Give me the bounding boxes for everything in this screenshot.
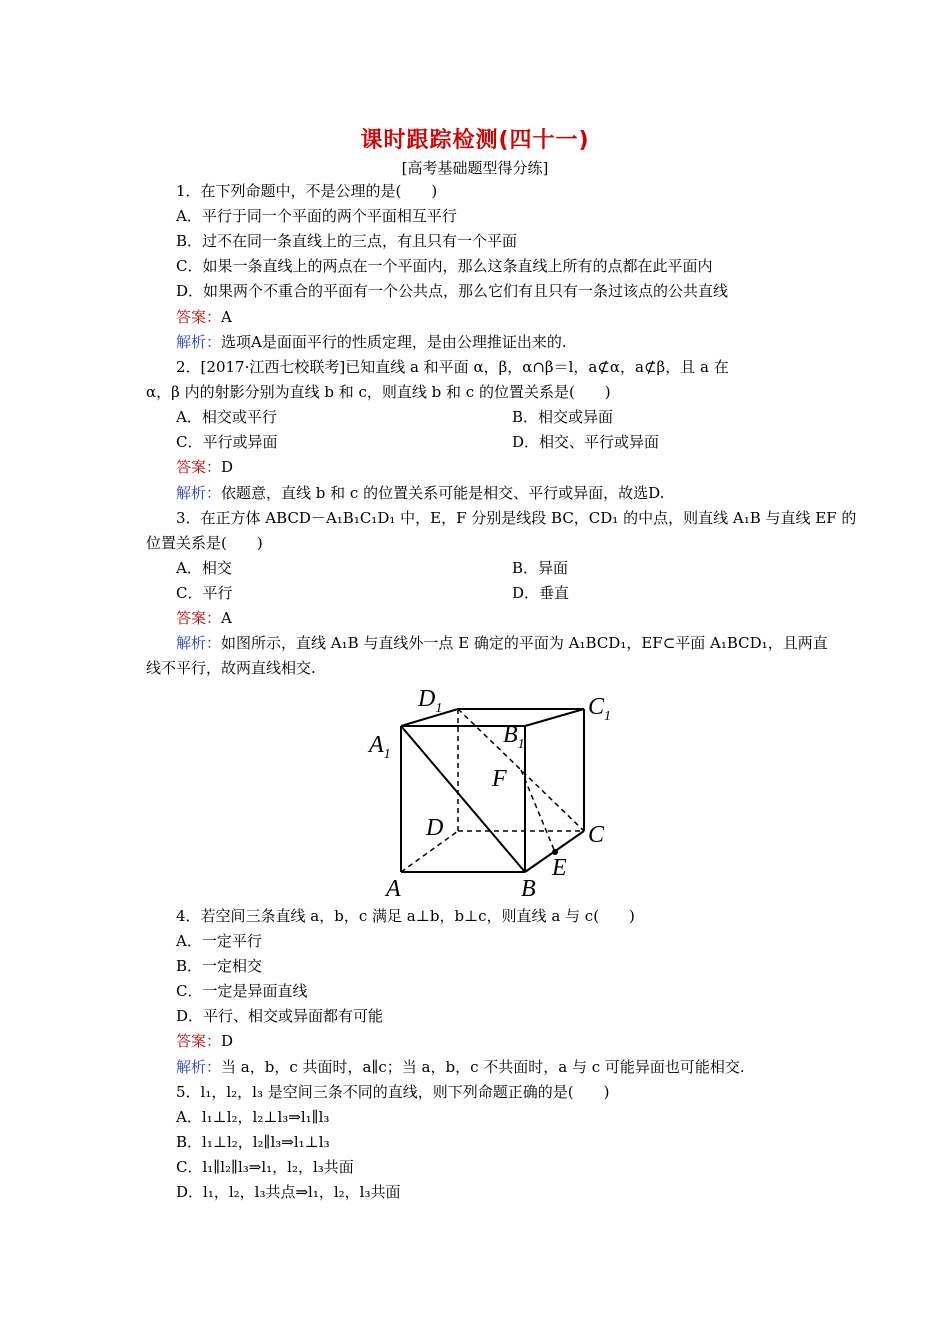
q4-answer [176,1031,856,1051]
q2-stem-line1: 2．[2017·江西七校联考]已知直线 a 和平面 α，β，α∩β＝l，a⊄α，a⊄β，且 a 在 [176,358,729,376]
answer-label: 答案： [176,1032,222,1050]
edge-b1c1 [525,709,584,726]
q2-option-d: D．相交、平行或异面 [512,433,660,451]
q2-answer [176,457,856,477]
analysis-text: 当 a，b，c 共面时，a∥c；当 a，b，c 不共面时，a 与 c 可能异面也可能相交. [221,1058,745,1076]
q5-option-a: A．l₁⊥l₂，l₂⊥l₃⇒l₁∥l₃ [176,1108,330,1126]
q2-option-a: A．相交或平行 [176,408,277,426]
q1-option-d: D．如果两个不重合的平面有一个公共点，那么它们有且只有一条过该点的公共直线 [176,282,729,300]
label-d: D [426,815,444,841]
q3-analysis-line2: 线不平行，故两直线相交. [146,659,316,677]
q2-option-c: C．平行或异面 [176,433,278,451]
q2-option-b: B．相交或异面 [512,408,614,426]
q4-option-b: B．一定相交 [176,957,263,975]
answer-value: A [221,308,232,326]
q1-analysis [176,332,856,352]
answer-label: 答案： [176,458,222,476]
cube-figure [366,682,620,902]
q5-stem: 5．l₁，l₂，l₃ 是空间三条不同的直线，则下列命题正确的是( ) [176,1083,610,1101]
q5-option-c: C．l₁∥l₂∥l₃⇒l₁，l₂，l₃共面 [176,1158,354,1176]
analysis-text: 选项A是面面平行的性质定理，是由公理推证出来的. [221,333,567,351]
q3-stem-line1: 3．在正方体 ABCD－A₁B₁C₁D₁ 中，E，F 分别是线段 BC，CD₁ 的中点，则直线 A₁B 与直线 EF 的 [176,509,857,527]
answer-label: 答案： [176,609,222,627]
q1-option-a: A．平行于同一个平面的两个平面相互平行 [176,207,457,225]
q4-option-c: C．一定是异面直线 [176,982,308,1000]
q3-option-b: B．异面 [512,559,569,577]
q4-stem: 4．若空间三条直线 a，b，c 满足 a⊥b，b⊥c，则直线 a 与 c( ) [176,907,635,925]
answer-value: D [221,1032,234,1050]
answer-value: D [221,458,234,476]
q2-stem-line2: α，β 内的射影分别为直线 b 和 c，则直线 b 和 c 的位置关系是( ) [146,383,611,401]
label-e: E [552,855,567,881]
q1-stem: 1．在下列命题中，不是公理的是( ) [176,182,438,200]
q4-option-a: A．一定平行 [176,932,262,950]
q3-stem-line2: 位置关系是( ) [146,534,263,552]
q3-analysis-line1 [176,633,856,653]
analysis-label: 解析： [176,333,222,351]
page-title: 课时跟踪检测(四十一) [360,128,590,153]
q3-answer [176,608,856,628]
q4-option-d: D．平行、相交或异面都有可能 [176,1007,384,1025]
q5-option-d: D．l₁，l₂，l₃共点⇒l₁，l₂，l₃共面 [176,1183,401,1201]
label-b: B [521,876,536,902]
q2-analysis [176,483,856,503]
line-ef [521,770,555,852]
analysis-label: 解析： [176,1058,222,1076]
analysis-text: 如图所示，直线 A₁B 与直线外一点 E 确定的平面为 A₁BCD₁，EF⊂平面 A₁BCD₁，且两直 [221,634,828,652]
q3-option-d: D．垂直 [512,584,570,602]
q3-option-a: A．相交 [176,559,232,577]
analysis-label: 解析： [176,634,222,652]
q4-analysis [176,1057,856,1077]
q1-option-c: C．如果一条直线上的两点在一个平面内，那么这条直线上所有的点都在此平面内 [176,257,713,275]
label-c1: $C_1$ [588,694,612,724]
label-f: F [492,766,507,792]
q1-option-b: B．过不在同一条直线上的三点，有且只有一个平面 [176,232,518,250]
analysis-text: 依题意，直线 b 和 c 的位置关系可能是相交、平行或异面，故选D. [221,484,665,502]
page-subtitle: [高考基础题型得分练] [401,159,549,177]
answer-label: 答案： [176,308,222,326]
q5-option-b: B．l₁⊥l₂，l₂∥l₃⇒l₁⊥l₃ [176,1133,330,1151]
label-b1: $B_1$ [503,722,525,752]
answer-value: A [221,609,232,627]
analysis-label: 解析： [176,484,222,502]
label-c: C [588,822,605,848]
label-a: A [386,876,401,902]
label-a1: $A_1$ [369,732,391,762]
q3-option-c: C．平行 [176,584,233,602]
q1-answer [176,307,856,327]
label-d1: $D_1$ [418,686,443,716]
